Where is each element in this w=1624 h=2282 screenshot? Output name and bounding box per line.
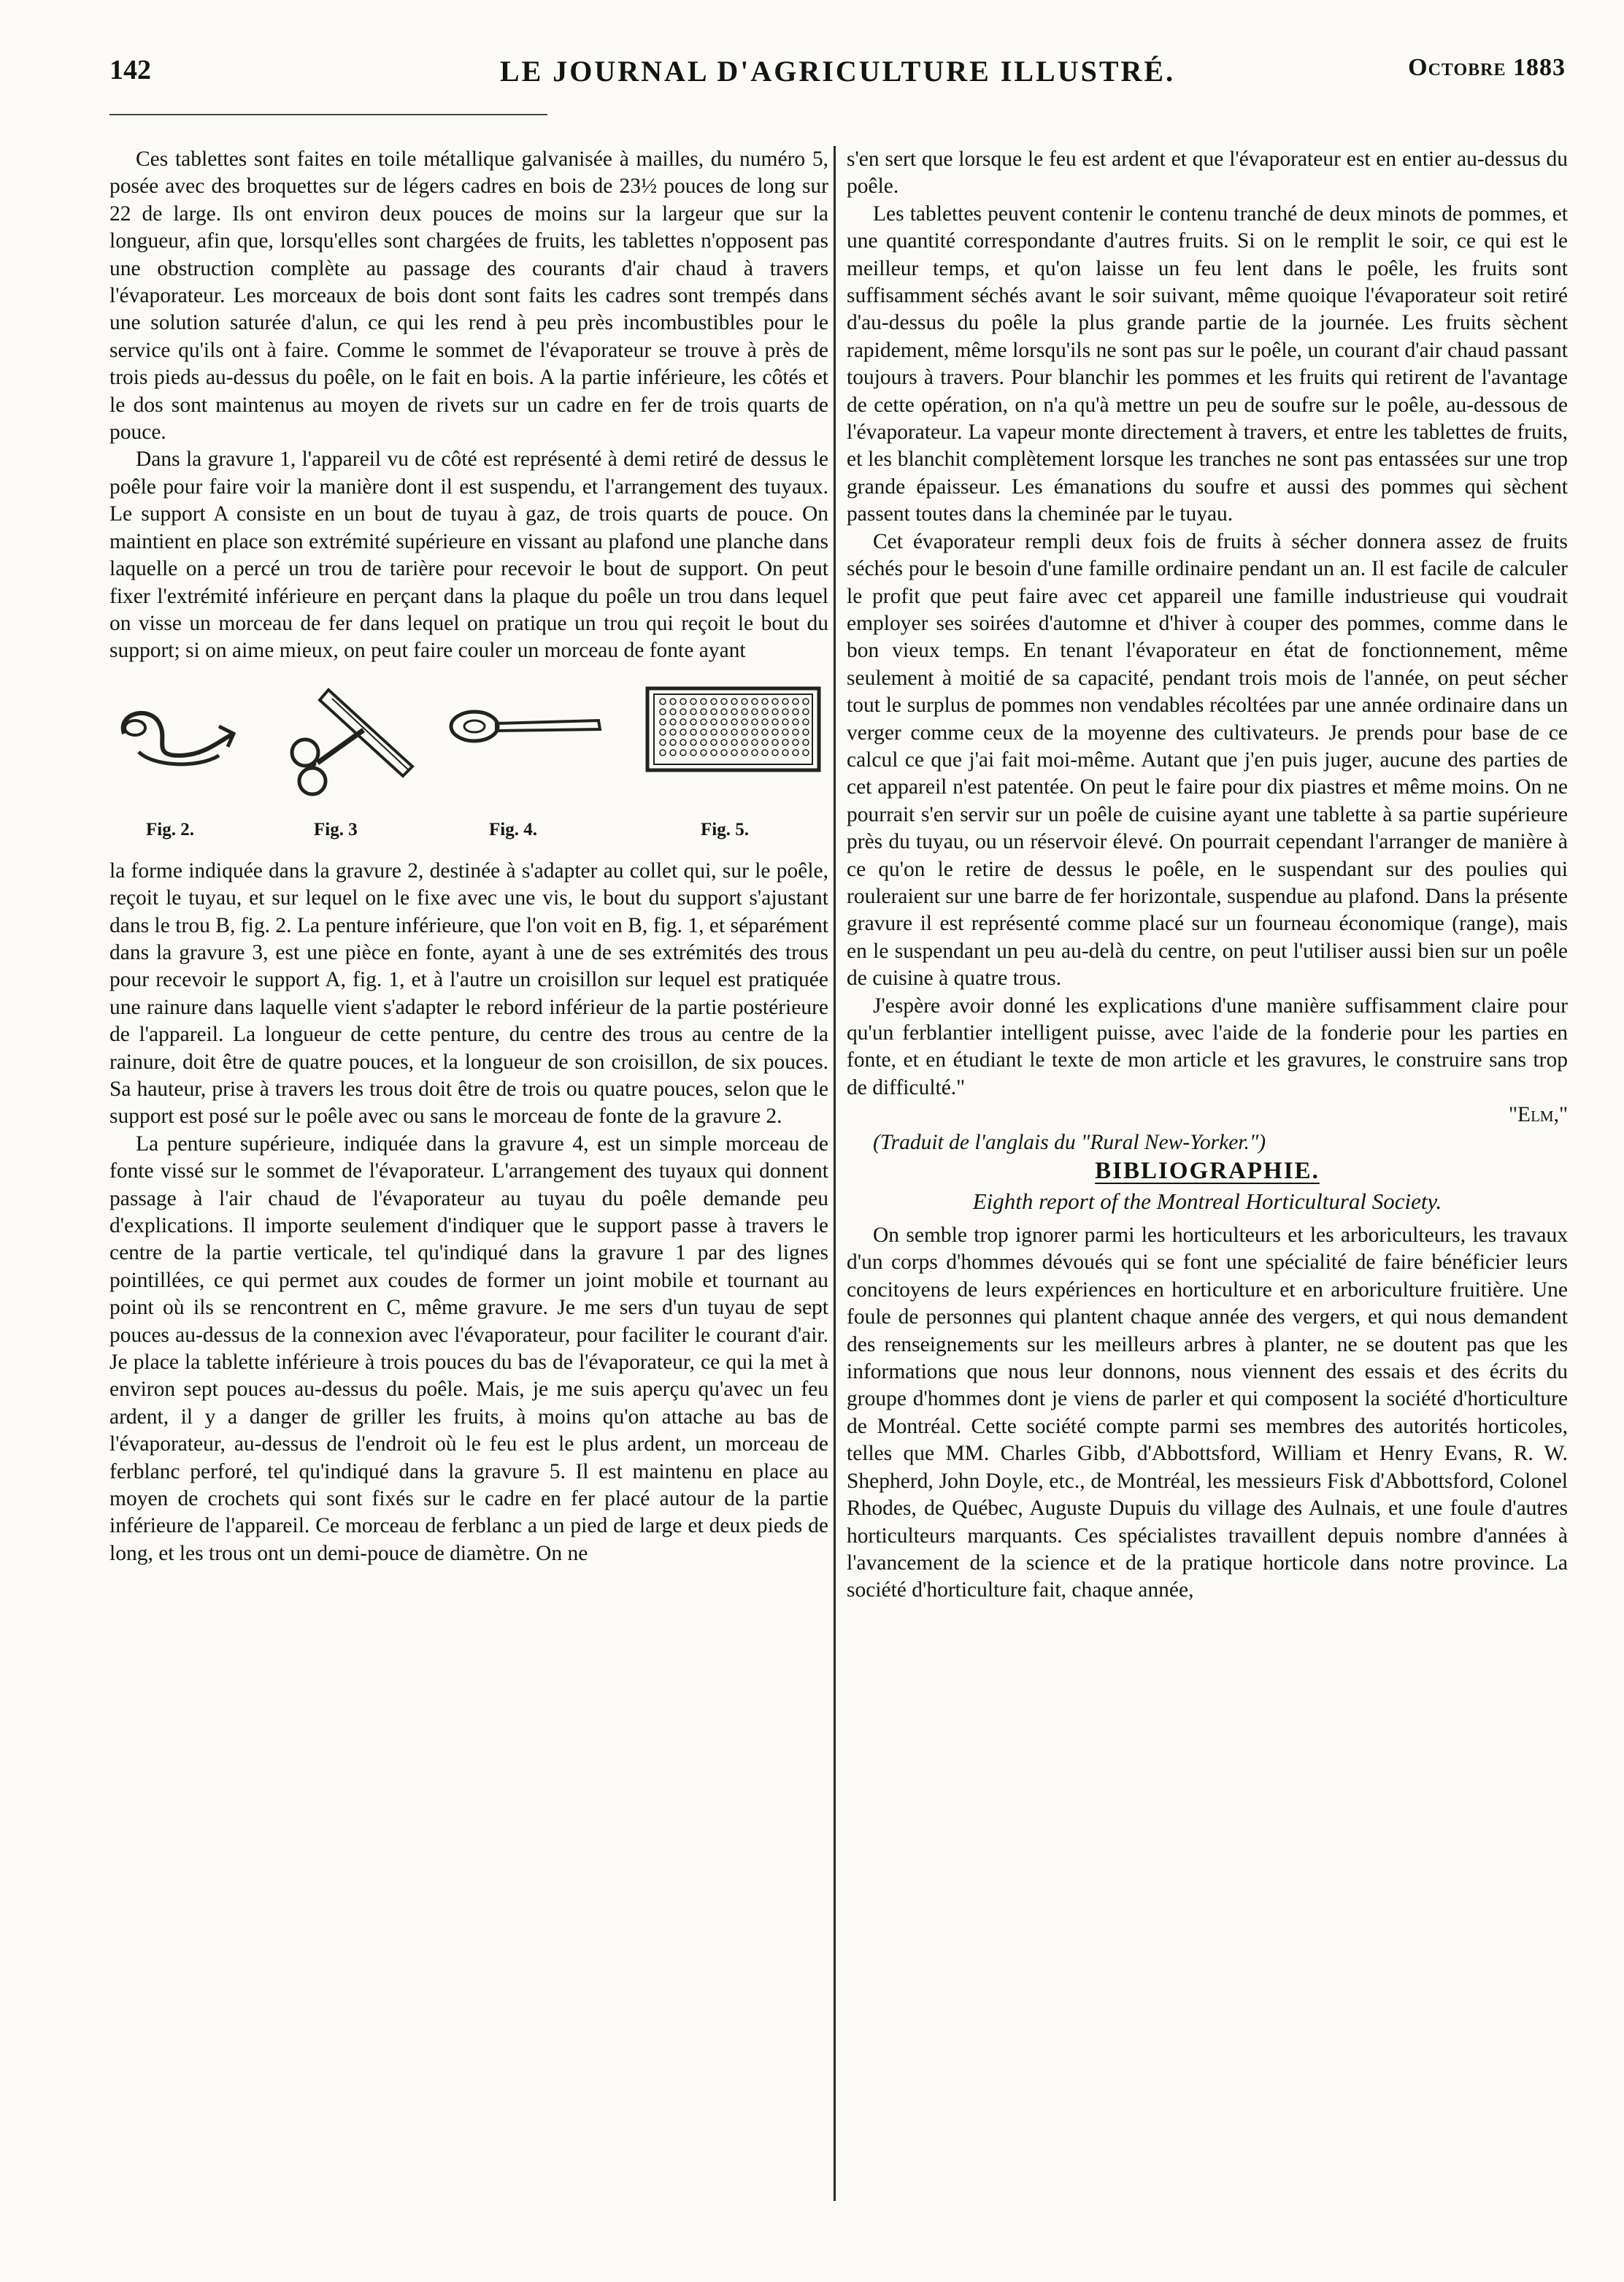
fig-4-upper-hinge-illustration [445, 683, 613, 770]
page-header [109, 54, 1566, 98]
paragraph: la forme indiquée dans la gravure 2, destinée à s'adapter au collet qui, sur le poêle, reçoit le tuyau, et sur lequel on le fixe avec une vis, le bout du support s'ajustant dans le trou B, fig. 2. La penture inférieure, que l'on voit en B, fig. 1, et séparément dans la gravure 3, est une pièce en fonte, ayant à une de ses extrémités des trous pour recevoir le support A, fig. 1, et à l'autre un croisillon sur lequel est pratiquée une rainure dans laquelle vient s'adapter le rebord inférieur de la partie postérieure de l'appareil. La longueur de cette penture, du centre des trous au centre de la rainure, doit être de quatre pouces, et la longueur de son croisillon, de six pouces. Sa hauteur, prise à travers les trous doit être de trois ou quatre pouces, selon que le support est posé sur le poêle avec ou sans le morceau de fonte de la gravure 2. [109, 858, 828, 1129]
right-column [847, 146, 1568, 1605]
issue-date: Octobre 1883 [1408, 54, 1566, 81]
header-rule [109, 114, 547, 115]
paragraph: Cet évaporateur rempli deux fois de fruits à sécher donnera assez de fruits séchés pour le besoin d'une famille ordinaire pendant un an. Il est facile de calculer le profit que peut faire avec cet appareil une famille industrieuse qui voudrait employer ses soirées d'automne et d'hiver à couper des pommes, comme dans le bon vieux temps. En tenant l'évaporateur en état de fonctionnement, même seulement à moitié de sa capacité, pendant trois mois de l'année, on peut sécher tout le surplus de pommes non vendables récoltées par une année ordinaire dans un verger comme ceux de la moyenne des cultivateurs. Je prends pour base de ce calcul ce que j'ai fait moi-même. Autant que j'en puis juger, aucune des parties de cet appareil n'est patentée. On peut le faire pour dix piastres et même moins. On ne pourrait s'en servir sur un poêle de cuisine ayant une tablette à sa partie supérieure près du tuyau, ou un réservoir élevé. On pourrait cependant l'arranger de manière à ce qu'on le retire de dessus le poêle, en le suspendant sur des poulies qui rouleraient sur une barre de fer horizontale, suspendue au plafond. Dans la présente gravure il est représenté comme placé sur un fourneau économique (range), mais en le suspendant un peu au-delà du centre, on peut l'utiliser aussi bien sur un poêle de cuisine à quatre trous. [847, 529, 1568, 991]
paragraph: La penture supérieure, indiquée dans la gravure 4, est un simple morceau de fonte vissé sur le sommet de l'évaporateur. L'arrangement des tuyaux qui donnent passage à l'air chaud de l'évaporateur au tuyau du poêle demande peu d'explications. Il importe seulement d'indiquer que le support passe à travers le centre de la partie verticale, tel qu'indiqué dans la gravure 1 par des lignes pointillées, ce qui permet aux coudes de former un joint mobile et tournant au point où ils se rencontrent en C, même gravure. Je me sers d'un tuyau de sept pouces au-dessus de la connexion avec l'évaporateur, pour faciliter le courant d'air. Je place la tablette inférieure à trois pouces du bas de l'évaporateur, ce qui la met à environ sept pouces au-dessus du poêle. Mais, je me suis aperçu qu'avec un feu ardent, il y a danger de griller les fruits, à moins qu'on attache au bas de l'évaporateur, au-dessus de l'endroit où le feu est le plus ardent, un morceau de ferblanc perforé, tel qu'indiqué dans la gravure 5. Il est maintenu en place au moyen de crochets qui sont fixés sur le cadre en fer placé autour de la partie inférieure de l'appareil. Ce morceau de ferblanc a un pied de large et deux pieds de long, et les trous ont un demi-pouce de diamètre. On ne [109, 1132, 828, 1565]
section-title: BIBLIOGRAPHIE. [1095, 1158, 1320, 1185]
figures-row [109, 683, 828, 814]
paragraph: s'en sert que lorsque le feu est ardent et que l'évaporateur est en entier au-dessus du poêle. [847, 147, 1568, 199]
figure-caption: Fig. 4. [489, 819, 537, 840]
figure-caption: Fig. 2. [146, 819, 194, 840]
paragraph: Les tablettes peuvent contenir le contenu tranché de deux minots de pommes, et une quantité correspondante d'autres fruits. Si on le remplit le soir, ce qui est le meilleur temps, et qu'on laisse un feu lent dans le poêle, les fruits sont suffisamment séchés avant le soir suivant, même quoique l'évaporateur soit retiré d'au-dessus du poêle la plus grande partie de la journée. Les fruits sèchent rapidement, même lorsqu'ils ne sont pas sur le poêle, un courant d'air chaud passant toujours à travers. Pour blanchir les pommes et les fruits qui retirent de l'avantage de cette opération, on n'a qu'à mettre un peu de soufre sur le poêle, au-dessous de l'évaporateur. La vapeur monte directement à travers, et entre les tablettes de fruits, et les blanchit complètement lorsque les tranches ne sont pas entassées sur une trop grande épaisseur. Les émanations du soufre et aussi des pommes qui sèchent passent toutes dans la cheminée par le tuyau. [847, 201, 1568, 526]
figure-caption: Fig. 3 [314, 819, 358, 840]
paragraph: On semble trop ignorer parmi les horticulteurs et les arboriculteurs, les travaux d'un corps d'hommes dévoués qui se font une spécialité de faire bénéficier leurs concitoyens de leurs expériences en horticulture et en arboriculture fruitière. Une foule de personnes qui plantent chaque année des vergers, et qui nous demandent des renseignements sur les meilleurs arbres à planter, ne se doutent pas que les informations que nous leur donnons, nous viennent des essais et des écrits du groupe d'hommes dont je viens de parler et qui composent la société d'horticulture de Montréal. Cette société compte parmi ses membres des autorités horticoles, telles que MM. Charles Gibb, d'Abbottsford, William et Henry Evans, R. W. Shepherd, John Doyle, etc., de Montréal, les messieurs Fisk d'Abbottsford, Colonel Rhodes, de Québec, Auguste Dupuis du village des Aulnais, et une foule d'autres horticulteurs marquants. Ces spécialistes travaillent depuis nombre d'années à l'avancement de la science et de la pratique horticole dans notre province. La société d'horticulture fait, chaque année, [847, 1223, 1568, 1602]
article-signature: "Elm," [1509, 1103, 1568, 1127]
figure-caption: Fig. 5. [701, 819, 749, 840]
figure-captions [109, 817, 828, 858]
section-subtitle: Eighth report of the Montreal Horticultural Society. [972, 1188, 1442, 1215]
page-number: 142 [109, 55, 151, 85]
translation-credit: (Traduit de l'anglais du "Rural New-Yorker.") [873, 1130, 1266, 1154]
fig-3-lower-hinge-illustration [277, 683, 423, 807]
paragraph: J'espère avoir donné les explications d'une manière suffisamment claire pour qu'un ferblantier intelligent puisse, avec l'aide de la fonderie pour les parties en fonte, et en étudiant le texte de mon article et les gravures, le construire sans trop de difficulté." [847, 994, 1568, 1099]
journal-title: LE JOURNAL D'AGRICULTURE ILLUSTRÉ. [499, 55, 1176, 88]
left-column [109, 146, 828, 1567]
paragraph: Dans la gravure 1, l'appareil vu de côté est représenté à demi retiré de dessus le poêle pour faire voir la manière dont il est suspendu, et l'arrangement des tuyaux. Le support A consiste en un bout de tuyau à gaz, de trois quarts de pouce. On maintient en place son extrémité supérieure en vissant au plafond une planche dans laquelle on a percé un trou de tarière pour recevoir le bout de support. On peut fixer l'extrémité inférieure en perçant dans la plaque du poêle un trou dans lequel on visse un morceau de fer dans lequel on pratique un trou qui reçoit le bout du support; si on aime mieux, on peut faire couler un morceau de fonte ayant [109, 447, 828, 663]
paragraph: Ces tablettes sont faites en toile métallique galvanisée à mailles, du numéro 5, posée avec des broquettes sur de légers cadres en bois de 23½ pouces de long sur 22 de large. Ils ont environ deux pouces de moins sur la largeur que sur la longueur, afin que, lorsqu'elles sont chargées de fruits, les tablettes n'opposent pas une obstruction complète au passage des courants d'air chaud à travers l'évaporateur. Les morceaux de bois dont sont faits les cadres sont trempés dans une solution saturée d'alun, ce qui les rend à peu près incombustibles pour le service qu'ils ont à faire. Comme le sommet de l'évaporateur se trouve à près de trois pieds au-dessus du poêle, on le fait en bois. A la partie inférieure, les côtés et le dos sont maintenus au moyen de rivets sur un cadre en fer de trois quarts de pouce. [109, 147, 828, 445]
fig-2-cast-iron-collar-illustration [109, 683, 248, 792]
fig-5-perforated-tin-plate-illustration [644, 683, 823, 777]
column-divider [834, 146, 836, 2201]
